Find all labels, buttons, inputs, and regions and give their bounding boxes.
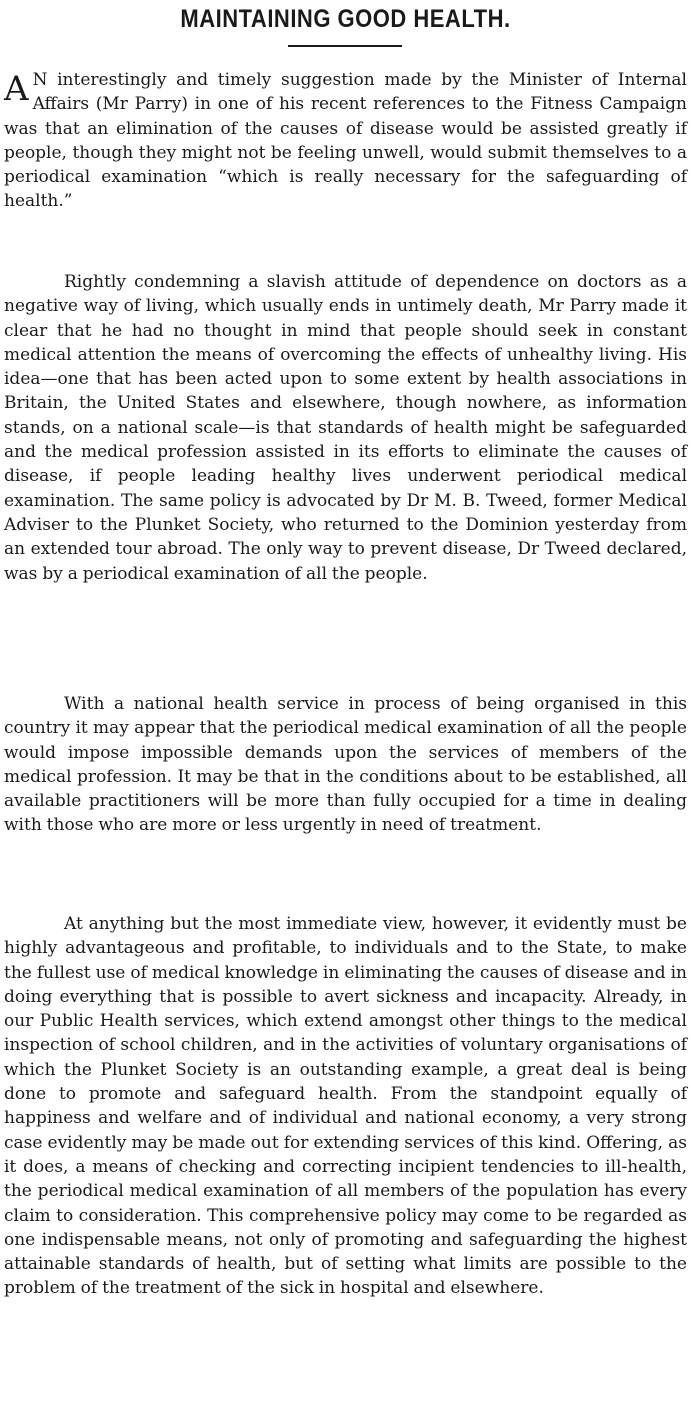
article-paragraph-4: At anything but the most immediate view, however, it evidently must be highly advantageous and profitable, to individuals and to the State, to make the fullest use of medical knowledge in eliminating the causes of disease and in doing everything that is possible to avert sickness and incapacity. Already, in our Public Health services, which extend amongst other things to the medical inspection of school children, and in the activities of voluntary organisations of which the Plunket Society is an outstanding example, a great deal is being done to promote and safeguard health. From the standpoint equally of happiness and welfare and of individual and national economy, a very strong case evidently may be made out for extending services of this kind. Offering, as it does, a means of checking and correcting incipient tendencies to ill-health, the periodical medical examination of all members of the population has every claim to consideration. This comprehensive policy may come to be regarded as one indispensable means, not only of promoting and safeguarding the highest attainable standards of health, but of setting what limits are possible to the problem of the treatment of the sick in hospital and elsewhere. bbox=[4, 914, 687, 1299]
article-paragraph-3: With a national health service in process of being organised in this country it may appear that the periodical medical examination of all the people would impose impossible demands upon the services of members of the medical profession. It may be that in the conditions about to be established, all available practitioners will be more than fully occupied for a time in dealing with those who are more or less urgently in need of treatment. bbox=[4, 694, 687, 836]
article-headline: MAINTAINING GOOD HEALTH. bbox=[180, 4, 511, 33]
article-paragraph-2: Rightly condemning a slavish attitude of dependence on doctors as a negative way of living, which usually ends in untimely death, Mr Parry made it clear that he had no thought in mind that people should seek in constant medical attention the means of overcoming the effects of unhealthy living. His idea—one that has been acted upon to some extent by health associations in Britain, the United States and elsewhere, though nowhere, as information stands, on a national scale—is that standards of health might be safeguarded and the medical profession assisted in its efforts to eliminate the causes of disease, if people leading healthy lives underwent periodical medical examination. The same policy is advocated by Dr M. B. Tweed, former Medical Adviser to the Plunket Society, who returned to the Dominion yesterday from an extended tour abroad. The only way to prevent disease, Dr Tweed declared, was by a periodical examination of all the people. bbox=[4, 272, 687, 584]
headline-divider bbox=[288, 45, 402, 47]
paragraph-1-text: N interestingly and timely suggestion made by the Minister of Internal Affairs (Mr Parry) in one of his recent references to the Fitness Campaign was that an elimination of the causes of disease would be assisted greatly if people, though they might not be feeling unwell, would submit themselves to a periodical examination “which is really necessary for the safeguarding of health.” bbox=[4, 70, 687, 212]
article-paragraph-1 bbox=[4, 68, 687, 214]
drop-cap: A bbox=[4, 69, 29, 109]
